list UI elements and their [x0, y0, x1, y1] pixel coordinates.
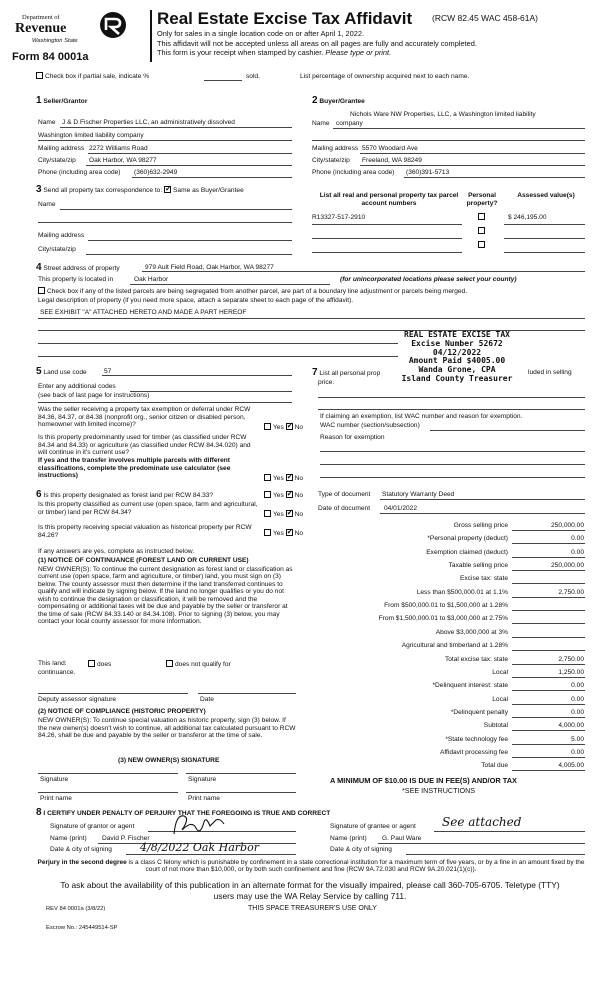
parcel-number: R13327-517-2910: [312, 214, 366, 221]
buyer-city-label: City/state/zip: [312, 157, 350, 164]
yes-checkbox[interactable]: [264, 491, 271, 498]
yes-checkbox[interactable]: [264, 510, 271, 517]
personal-property-header: Personal property?: [466, 192, 498, 207]
legal-description-value: SEE EXHIBIT "A" ATTACHED HERETO AND MADE A PART HEREOF: [40, 309, 247, 316]
tax-row-field[interactable]: [512, 770, 585, 771]
tax-row-field[interactable]: [512, 650, 585, 651]
seller-phone-label: Phone (including area code): [38, 169, 121, 176]
forest-yes-no: Yes ✓ No: [264, 491, 303, 500]
this-land-row: This land:: [38, 660, 67, 667]
tax-row-value: 0.00: [571, 696, 584, 703]
new-owner-signature-title: (3) NEW OWNER(S) SIGNATURE: [118, 757, 220, 764]
tax-row-label: Total due: [481, 762, 508, 769]
dept-large-text: Revenue: [15, 21, 67, 36]
tax-row-field[interactable]: [512, 543, 585, 544]
partial-sale-checkbox[interactable]: [36, 72, 43, 79]
tax-row-field[interactable]: [512, 730, 585, 731]
reason-line-1[interactable]: [320, 451, 585, 452]
certify-heading: 8 I CERTIFY UNDER PENALTY OF PERJURY THAT THE FOREGOING IS TRUE AND CORRECT: [36, 807, 331, 818]
land-use-field[interactable]: [102, 375, 292, 376]
tax-row-label: Subtotal: [483, 722, 508, 729]
notice-1: Only for sales in a single location code on or after April 1, 2022.: [157, 29, 365, 38]
does-option: does: [88, 660, 111, 669]
seller-city-value: Oak Harbor, WA 98277: [89, 157, 157, 164]
deputy-signature-field[interactable]: [38, 693, 188, 694]
buyer-phone-value: (360)391-5713: [406, 169, 450, 176]
buyer-mail-value: 5570 Woodard Ave: [362, 145, 418, 152]
corr-name-label: Name: [38, 201, 56, 208]
yes-checkbox[interactable]: [264, 529, 271, 536]
no-checkbox[interactable]: [286, 529, 293, 536]
grantor-date-label: Date & city of signing: [50, 846, 112, 853]
doc-type-value: Statutory Warranty Deed: [382, 491, 455, 498]
personal-property-label-c: price.: [318, 379, 335, 386]
legal-line-1[interactable]: [38, 318, 585, 319]
treasurer-use-label: THIS SPACE TREASURER'S USE ONLY: [248, 905, 377, 912]
buyer-city-value: Freeland, WA 98249: [362, 157, 422, 164]
no-checkbox[interactable]: [286, 474, 293, 481]
seller-city-field[interactable]: [86, 165, 292, 166]
parcel-row-3: [312, 242, 585, 252]
buyer-mail-field[interactable]: [360, 153, 585, 154]
correspondence-heading: 3 Send all property tax correspondence to: ✓ Same as Buyer/Grantee: [36, 184, 244, 196]
tax-row-value: 250,000.00: [550, 562, 584, 569]
continuance-body: NEW OWNER(S): To continue the current designation as forest land or classification as current use (open space, farm and agriculture, or timber) land, you must sign on (3) below. The county assessor must then determine if the land transferred continues to qualify and will indicate by signing below. If the land no longer qualifies or you do not wish to continue the designation or classification, it will be removed and the compensating or additional taxes will be due and payable by the seller or transferor at the time of sale (RCW 84.33.140 or 84.34.108). Prior to signing (3) below, you may contact your local county assessor for more information.: [38, 566, 293, 626]
tax-row-value: 0.00: [571, 549, 584, 556]
tax-row-field[interactable]: [512, 637, 585, 638]
tax-row-label: Above $3,000,000 at 3%: [435, 629, 508, 636]
escrow-number: Escrow No.: 245449514-SP: [46, 925, 118, 931]
deputy-date-label: Date: [200, 696, 214, 703]
tax-row-value: 0.00: [571, 709, 584, 716]
unincorporated-note: (for unincorporated locations please select your county): [340, 276, 517, 283]
buyer-name-field[interactable]: [333, 128, 585, 129]
personal-property-line-1[interactable]: [318, 397, 585, 398]
additional-codes-note: (see back of last page for instructions): [38, 392, 150, 399]
legal-line-3[interactable]: [38, 343, 398, 344]
tax-row-field[interactable]: [512, 717, 585, 718]
tax-row-label: *Delinquent penalty: [450, 709, 508, 716]
tax-row-label: Less than $500,000.01 at 1.1%: [416, 589, 508, 596]
current-use-yes-no: Yes ✓ No: [264, 510, 303, 519]
wac-label: WAC number (section/subsection): [320, 422, 420, 429]
seller-name-field-2[interactable]: [38, 140, 292, 141]
new-owner-signature-2[interactable]: [186, 773, 296, 774]
grantee-signature-label: Signature of grantee or agent: [330, 823, 416, 830]
revenue-logo: [12, 10, 140, 46]
grantor-signature-label: Signature of grantor or agent: [50, 823, 135, 830]
exemption-question: Was the seller receiving a property tax exemption or deferral under RCW 84.36, 84.37, or 84.38 (nonprofit org., senior citizen or disabled person, homeowner with limited income)?: [38, 406, 251, 429]
seller-mail-value: 2272 Williams Road: [89, 145, 148, 152]
buyer-name-value: company: [336, 120, 363, 127]
grantee-name-field[interactable]: [378, 843, 585, 844]
print-name-label-2: Print name: [188, 795, 220, 802]
additional-codes-field-2[interactable]: [38, 402, 292, 403]
signature-label-1: Signature: [40, 776, 69, 783]
grantee-date-field[interactable]: [406, 854, 585, 855]
street-address-value: 979 Ault Field Road, Oak Harbor, WA 98277: [145, 264, 274, 271]
ownership-note: List percentage of ownership acquired next to each name.: [300, 73, 470, 80]
corr-mail-field[interactable]: [88, 240, 292, 241]
same-as-buyer-checkbox[interactable]: [164, 186, 171, 193]
compliance-body: NEW OWNER(S): To continue special valuation as historic property, sign (3) below. If the new owner(s) doesn't wish to continue, all additional tax calculated pursuant to RCW 84.26, shall be due and payable by the seller or transferor at the time of sale.: [38, 717, 296, 740]
tax-row-label: *Personal property (deduct): [427, 535, 508, 542]
yes-checkbox[interactable]: [264, 474, 271, 481]
segregated-row: Check box if any of the listed parcels are being segregated from another parcel, are part of a boundary line adjustment or parcels being merged.: [38, 287, 467, 296]
tax-row-field[interactable]: [512, 557, 585, 558]
tax-row-label: *State technology fee: [445, 736, 508, 743]
buyer-name-label: Name: [312, 120, 330, 127]
revenue-logo-icon: [97, 10, 129, 40]
print-name-field-2[interactable]: [186, 792, 296, 793]
partial-percent-field[interactable]: [204, 80, 242, 81]
exemption-yes-no: Yes ✓ No: [264, 423, 303, 432]
tax-row-value: 2,750.00: [558, 589, 584, 596]
tax-row-field[interactable]: [512, 610, 585, 611]
parcel-header: List all real and personal property tax parcel account numbers: [319, 192, 459, 207]
buyer-name-field-2[interactable]: [312, 140, 585, 141]
grantor-signature: [170, 810, 230, 838]
seller-city-label: City/state/zip: [38, 157, 76, 164]
seller-name-label: Name: [38, 119, 56, 126]
tax-row-field[interactable]: [512, 690, 585, 691]
personal-property-checkbox[interactable]: [478, 227, 485, 234]
buyer-phone-field[interactable]: [404, 177, 585, 178]
tax-row-value: 0.00: [571, 535, 584, 542]
corr-name-field-2[interactable]: [38, 222, 292, 223]
does-not-option: does not qualify for: [166, 660, 231, 669]
tax-row-label: From $500,000.01 to $1,500,000 at 1.28%: [384, 602, 508, 609]
no-checkbox[interactable]: [286, 510, 293, 517]
historic-question: Is this property receiving special valuation as historical property per RCW 84.26?: [38, 524, 252, 539]
doc-date-value: 04/01/2022: [384, 505, 418, 512]
continuance-title: (1) NOTICE OF CONTINUANCE (FOREST LAND OR CURRENT USE): [38, 557, 249, 564]
treasurer-stamp: REAL ESTATE EXCISE TAX Excise Number 52672 04/12/2022 Amount Paid $4005.00 Wanda Grone, CPA Island County Treasurer: [401, 330, 513, 383]
tax-row-label: Local: [492, 669, 508, 676]
tax-row-field[interactable]: [512, 570, 585, 571]
reason-line-3[interactable]: [320, 477, 585, 478]
personal-property-label-b: luded in selling: [528, 369, 572, 376]
alternate-format-note: To ask about the availability of this publication in an alternate format for the visually impaired, please call 360-705-6705. Teletype (TTY) users may use the WA Relay Service by calling 711.: [60, 880, 560, 901]
seller-name-field[interactable]: [60, 127, 292, 128]
additional-codes-label: Enter any additional codes: [38, 383, 116, 390]
seller-mail-label: Mailing address: [38, 145, 85, 152]
buyer-name-top: Nichols Ware NW Properties, LLC, a Washington limited liability: [350, 111, 536, 118]
land-use-row: 5 Land use code: [36, 366, 87, 377]
current-use-question: Is this property classified as current use (open space, farm and agricultural, or timber) land per RCW 84.34?: [38, 501, 258, 516]
reason-line-2[interactable]: [320, 464, 585, 465]
seller-mail-field[interactable]: [88, 153, 292, 154]
form-number: Form 84 0001a: [12, 51, 89, 63]
tax-row-field[interactable]: [512, 583, 585, 584]
tax-row-label: From $1,500,000.01 to $3,000,000 at 2.75%: [378, 615, 508, 622]
doc-date-label: Date of document: [318, 505, 371, 512]
tax-row-label: Taxable selling price: [448, 562, 508, 569]
parcel-row-2: [312, 228, 585, 238]
form-title: Real Estate Excise Tax Affidavit: [157, 9, 413, 28]
does-checkbox[interactable]: [88, 660, 95, 667]
dept-state-text: Washington State: [32, 38, 78, 44]
doc-date-field[interactable]: [380, 513, 585, 514]
header-divider: [150, 10, 152, 62]
minimum-due-note: A MINIMUM OF $10.00 IS DUE IN FEE(S) AND/OR TAX: [330, 776, 517, 785]
additional-codes-field[interactable]: [130, 391, 292, 392]
does-not-checkbox[interactable]: [166, 660, 173, 667]
tax-row-label: Excise tax: state: [459, 575, 508, 582]
corr-mail-label: Mailing address: [38, 232, 85, 239]
buyer-phone-label: Phone (including area code): [312, 169, 395, 176]
located-label: This property is located in: [38, 276, 114, 283]
tax-row-value: 0.00: [571, 682, 584, 689]
tax-row-value: 2,750.00: [558, 656, 584, 663]
deputy-date-field[interactable]: [198, 693, 296, 694]
doc-type-label: Type of document: [318, 491, 371, 498]
print-name-label-1: Print name: [40, 795, 72, 802]
forest-heading: 6 Is this property designated as forest land per RCW 84.33?: [36, 489, 214, 500]
tax-row-label: Local: [492, 696, 508, 703]
parcel-row-1: [312, 214, 585, 224]
land-use-value: 57: [104, 368, 112, 375]
tax-row-value: 0.00: [571, 749, 584, 756]
assessed-value-header: Assessed value(s): [517, 192, 575, 199]
personal-property-line-2[interactable]: [318, 409, 585, 410]
timber-yes-no: Yes ✓ No: [264, 474, 303, 483]
signature-label-2: Signature: [188, 776, 217, 783]
compliance-title: (2) NOTICE OF COMPLIANCE (HISTORIC PROPERTY): [38, 708, 206, 715]
tax-row-value: 4,000.00: [558, 722, 584, 729]
tax-row-field[interactable]: [512, 677, 585, 678]
dept-small-text: Department of: [22, 14, 60, 21]
print-name-field-1[interactable]: [38, 792, 178, 793]
tax-row-label: Gross selling price: [453, 522, 508, 529]
grantee-name-label: Name (print): [330, 835, 367, 842]
timber-question: Is this property predominantly used for timber (as classified under RCW 84.34 and 84.33) or agriculture (as classified under RCW 84.34.020) and will continue in it's current use?: [38, 434, 251, 457]
personal-property-checkbox[interactable]: [478, 213, 485, 220]
partial-sold-label: sold.: [246, 73, 260, 80]
tax-row-value: 5.00: [571, 736, 584, 743]
located-field[interactable]: [130, 284, 330, 285]
street-address-row: 4 Street address of property: [36, 262, 120, 273]
tax-row-field[interactable]: [512, 744, 585, 745]
tax-row-value: 1,250.00: [558, 669, 584, 676]
wac-field[interactable]: [430, 430, 585, 431]
form-rcw: (RCW 82.45 WAC 458-61A): [432, 13, 538, 23]
grantee-signature-value: See attached: [442, 815, 522, 829]
no-checkbox[interactable]: [286, 491, 293, 498]
tax-row-field[interactable]: [512, 757, 585, 758]
buyer-city-field[interactable]: [360, 165, 585, 166]
tax-row-field[interactable]: [512, 530, 585, 531]
grantee-name-value: G. Paul Ware: [382, 835, 422, 842]
tax-row-label: Affidavit processing fee: [439, 749, 508, 756]
historic-yes-no: Yes ✓ No: [264, 529, 303, 538]
tax-row-label: Exemption claimed (deduct): [426, 549, 508, 556]
buyer-heading: 2 Buyer/Grantee: [312, 95, 365, 106]
yes-checkbox[interactable]: [264, 423, 271, 430]
personal-property-checkbox[interactable]: [478, 241, 485, 248]
timber-calculator-note: If yes and the transfer involves multiple parcels with different classifications, complete the predominate use calculator (see instructions): [38, 457, 231, 480]
no-checkbox[interactable]: [286, 423, 293, 430]
personal-property-row: 7 List all personal prop: [312, 367, 381, 378]
tax-row-label: *Delinquent interest: state: [432, 682, 508, 689]
exemption-label: If claiming an exemption, list WAC number and reason for exemption.: [320, 413, 523, 420]
corr-city-field[interactable]: [86, 254, 292, 255]
see-instructions-note: *SEE INSTRUCTIONS: [402, 786, 476, 795]
grantor-name-value: David P. Fischer: [102, 835, 150, 842]
grantor-name-label: Name (print): [50, 835, 87, 842]
located-value: Oak Harbor: [134, 276, 169, 283]
tax-row-label: Agricultural and timberland at 1.28%: [401, 642, 508, 649]
perjury-note: Perjury in the second degree is a class C felony which is punishable by confinement in a state correctional institution for a maximum term of five years, or by a fine in an amount fixed by the court of not more than $10,000, or by both such confinement and fine (RCW 9A.72.030 and RCW 9A.20.021(1)(c)).: [37, 859, 585, 874]
seller-name-value: J & D Fischer Properties LLC, an administratively dissolved: [62, 119, 235, 126]
tax-row-field[interactable]: [512, 597, 585, 598]
notice-2: This affidavit will not be accepted unless all areas on all pages are fully and accurately completed.: [157, 39, 477, 48]
corr-name-field[interactable]: [60, 209, 292, 210]
seller-phone-field[interactable]: [132, 177, 292, 178]
tax-row-field[interactable]: [512, 704, 585, 705]
grantor-date-value: 4/8/2022 Oak Harbor: [140, 841, 259, 854]
segregated-checkbox[interactable]: [38, 287, 45, 294]
revision-label: REV 84 0001a (3/8/22): [46, 906, 106, 912]
reason-label: Reason for exemption: [320, 434, 385, 441]
corr-city-label: City/state/zip: [38, 246, 76, 253]
tax-row-value: 250,000.00: [550, 522, 584, 529]
continuance-label: continuance.: [38, 669, 76, 676]
partial-sale-row: Check box if partial sale, indicate %: [36, 72, 149, 81]
seller-heading: 1 Seller/Grantor: [36, 95, 88, 106]
tax-row-field[interactable]: [512, 623, 585, 624]
buyer-mail-label: Mailing address: [312, 145, 359, 152]
any-yes-note: If any answers are yes, complete as instructed below.: [38, 548, 195, 555]
grantee-signature-field[interactable]: [434, 831, 585, 832]
doc-type-field[interactable]: [380, 499, 585, 500]
deputy-signature-label: Deputy assessor signature: [38, 696, 117, 703]
grantee-date-label: Date & city of signing: [330, 846, 392, 853]
tax-row-field[interactable]: [512, 664, 585, 665]
seller-name-value-2: Washington limited liability company: [38, 132, 144, 139]
legal-line-4[interactable]: [38, 356, 398, 357]
assessed-value: $ 246,195.00: [508, 214, 547, 221]
seller-phone-value: (360)632-2949: [134, 169, 178, 176]
new-owner-signature-1[interactable]: [38, 773, 178, 774]
notice-3: This form is your receipt when stamped by cashier. Please type or print.: [157, 48, 392, 57]
legal-description-label: Legal description of property (if you need more space, attach a separate sheet to each page of the affidavit).: [38, 297, 354, 304]
tax-row-value: 4,005.00: [558, 762, 584, 769]
tax-row-label: Total excise tax: state: [444, 656, 508, 663]
